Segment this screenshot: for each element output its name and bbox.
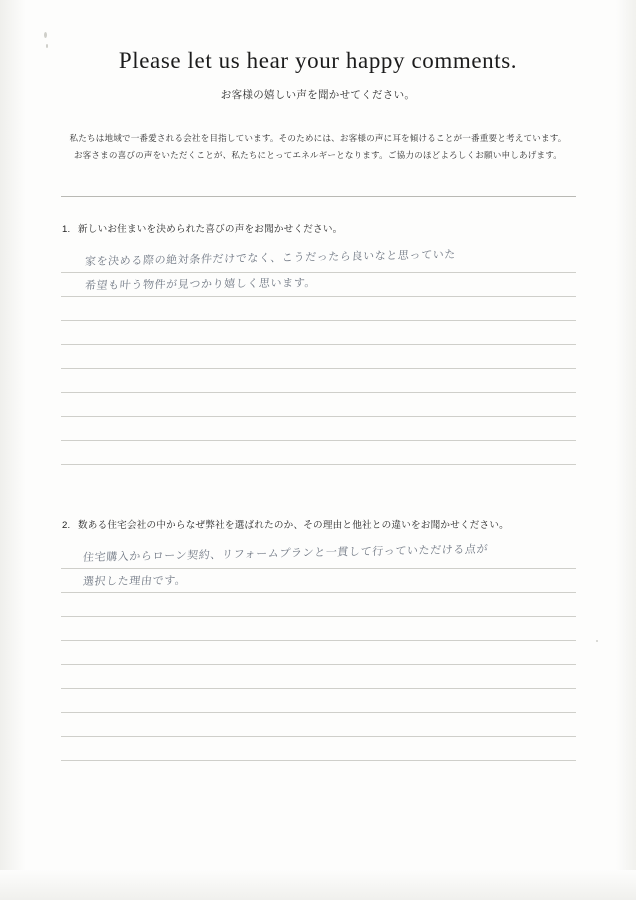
writing-rule [61,665,576,689]
writing-rule [61,369,576,393]
handwritten-answer-2-line-2: 選択した理由です。 [81,573,187,588]
writing-rule [61,345,576,369]
writing-rule [61,441,576,465]
writing-rule [61,321,576,345]
writing-rule [61,417,576,441]
writing-rule [61,713,576,737]
writing-rule [61,737,576,761]
writing-rule [61,593,576,617]
page-subtitle: お客様の嬉しい声を聞かせてください。 [220,89,416,101]
answer-area-1[interactable] [61,249,576,465]
scan-edge-bottom [0,870,636,900]
question-1 [62,221,636,235]
handwritten-answer-2-line-1: 住宅購入からローン契約、リフォームプランと一貫して行っていただける点が [81,542,489,564]
answer-area-2[interactable] [61,542,576,761]
intro-line-1: 私たちは地域で一番愛される会社を目指しています。そのためには、お客様の声に耳を傾けることが一番重要と考えています。 [69,133,567,143]
handwritten-answer-1-line-2: 希望も叶う物件が見つかり嬉しく思います。 [83,275,317,292]
writing-rule [61,617,576,641]
writing-rule [61,641,576,665]
handwritten-answer-1-line-1: 家を決める際の絶対条件だけでなく、こうだったら良いなと思っていた [84,247,456,268]
writing-rule [61,689,576,713]
header-divider [61,196,576,197]
question-1-text: 新しいお住まいを決められた喜びの声をお聞かせください。 [78,223,343,235]
writing-rule [61,393,576,417]
question-2-number: 2. [62,519,71,531]
question-2 [62,517,636,531]
intro-paragraph [0,130,636,164]
intro-line-2: お客さまの喜びの声をいただくことが、私たちにとってエネルギーとなります。ご協力のほどよろしくお願い申しあげます。 [73,149,563,160]
question-1-number: 1. [62,223,71,235]
question-2-text: 数ある住宅会社の中からなぜ弊社を選ばれたのか、その理由と他社との違いをお聞かせください。 [78,519,509,531]
writing-rule [61,297,576,321]
page-title: Please let us hear your happy comments. [118,48,518,73]
